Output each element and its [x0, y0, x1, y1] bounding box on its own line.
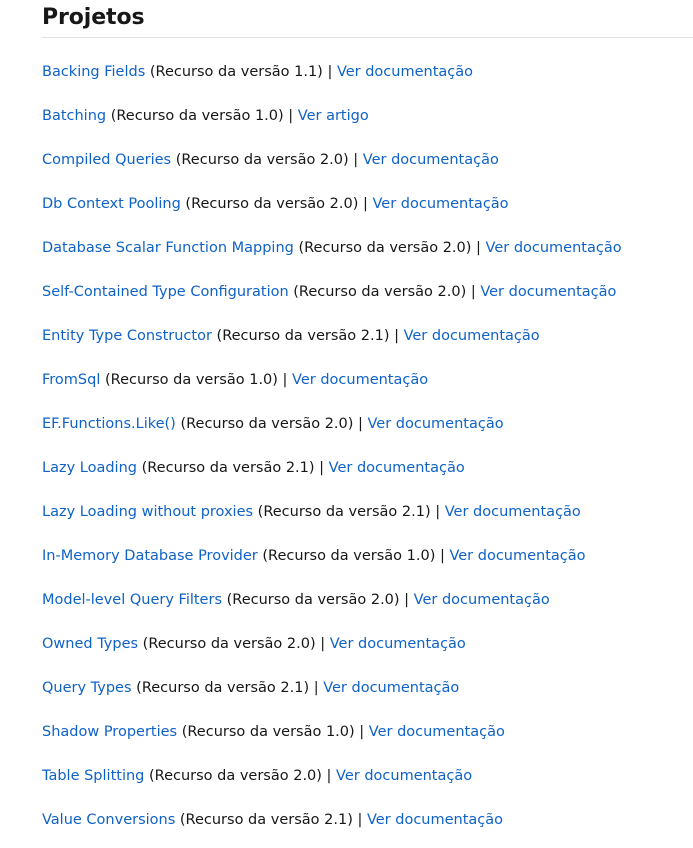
- version-text: (Recurso da versão 1.1) |: [145, 64, 337, 80]
- docs-link[interactable]: Ver documentação: [449, 548, 586, 564]
- project-link[interactable]: Backing Fields: [42, 64, 146, 80]
- version-text: (Recurso da versão 1.0) |: [257, 548, 450, 564]
- project-link[interactable]: Compiled Queries: [42, 152, 172, 168]
- project-link[interactable]: Database Scalar Function Mapping: [42, 240, 294, 256]
- article-link[interactable]: Ver artigo: [297, 108, 369, 124]
- list-item: [42, 501, 622, 545]
- list-item: [42, 281, 622, 325]
- project-link[interactable]: Value Conversions: [42, 812, 176, 828]
- list-item: [42, 589, 622, 633]
- projects-list: [42, 61, 622, 848]
- heading-divider: [42, 37, 693, 38]
- project-link[interactable]: In-Memory Database Provider: [42, 548, 258, 564]
- list-item: [42, 765, 622, 809]
- version-text: (Recurso da versão 1.0) |: [106, 108, 298, 124]
- project-link[interactable]: Lazy Loading without proxies: [42, 504, 254, 520]
- list-item: [42, 105, 622, 149]
- version-text: (Recurso da versão 1.0) |: [100, 372, 293, 388]
- docs-link[interactable]: Ver documentação: [403, 328, 540, 344]
- list-item: [42, 61, 622, 105]
- version-text: (Recurso da versão 2.0) |: [175, 416, 368, 432]
- version-text: (Recurso da versão 2.1) |: [253, 504, 445, 520]
- version-text: (Recurso da versão 2.1) |: [131, 680, 324, 696]
- list-item: [42, 809, 622, 848]
- project-link[interactable]: Model-level Query Filters: [42, 592, 222, 608]
- version-text: (Recurso da versão 2.0) |: [222, 592, 414, 608]
- version-text: (Recurso da versão 1.0) |: [177, 724, 369, 740]
- docs-link[interactable]: Ver documentação: [413, 592, 550, 608]
- docs-link[interactable]: Ver documentação: [362, 152, 499, 168]
- project-link[interactable]: Lazy Loading: [42, 460, 137, 476]
- docs-link[interactable]: Ver documentação: [366, 812, 504, 828]
- docs-link[interactable]: Ver documentação: [480, 284, 617, 300]
- list-item: [42, 457, 622, 501]
- docs-link[interactable]: Ver documentação: [292, 372, 429, 388]
- version-text: (Recurso da versão 2.1) |: [211, 328, 404, 344]
- project-link[interactable]: Db Context Pooling: [42, 196, 181, 212]
- docs-link[interactable]: Ver documentação: [485, 240, 622, 256]
- project-link[interactable]: Entity Type Constructor: [42, 328, 212, 344]
- list-item: [42, 325, 622, 369]
- project-link[interactable]: FromSql: [42, 372, 101, 388]
- version-text: (Recurso da versão 2.1) |: [175, 812, 367, 828]
- docs-link[interactable]: Ver documentação: [372, 196, 509, 212]
- docs-link[interactable]: Ver documentação: [323, 680, 460, 696]
- list-item: [42, 193, 622, 237]
- list-item: [42, 721, 622, 765]
- project-link[interactable]: EF.Functions.Like(): [42, 416, 176, 432]
- project-link[interactable]: Query Types: [42, 680, 132, 696]
- project-link[interactable]: Owned Types: [42, 636, 139, 652]
- version-text: (Recurso da versão 2.0) |: [144, 768, 337, 784]
- list-item: [42, 149, 622, 193]
- docs-link[interactable]: Ver documentação: [367, 416, 504, 432]
- docs-link[interactable]: Ver documentação: [336, 768, 473, 784]
- list-item: [42, 369, 622, 413]
- project-link[interactable]: Table Splitting: [42, 768, 145, 784]
- version-text: (Recurso da versão 2.0) |: [138, 636, 330, 652]
- docs-link[interactable]: Ver documentação: [328, 460, 465, 476]
- list-item: [42, 677, 622, 721]
- project-link[interactable]: Self-Contained Type Configuration: [42, 284, 289, 300]
- version-text: (Recurso da versão 2.0) |: [288, 284, 481, 300]
- version-text: (Recurso da versão 2.1) |: [136, 460, 329, 476]
- project-link[interactable]: Batching: [42, 108, 107, 124]
- version-text: (Recurso da versão 2.0) |: [293, 240, 486, 256]
- list-item: [42, 545, 622, 589]
- list-item: [42, 413, 622, 457]
- docs-link[interactable]: Ver documentação: [368, 724, 505, 740]
- project-link[interactable]: Shadow Properties: [42, 724, 178, 740]
- list-item: [42, 633, 622, 677]
- docs-link[interactable]: Ver documentação: [329, 636, 466, 652]
- docs-link[interactable]: Ver documentação: [444, 504, 581, 520]
- docs-link[interactable]: Ver documentação: [336, 64, 473, 80]
- page-title: Projetos: [42, 5, 145, 30]
- version-text: (Recurso da versão 2.0) |: [171, 152, 363, 168]
- version-text: (Recurso da versão 2.0) |: [180, 196, 373, 212]
- list-item: [42, 237, 622, 281]
